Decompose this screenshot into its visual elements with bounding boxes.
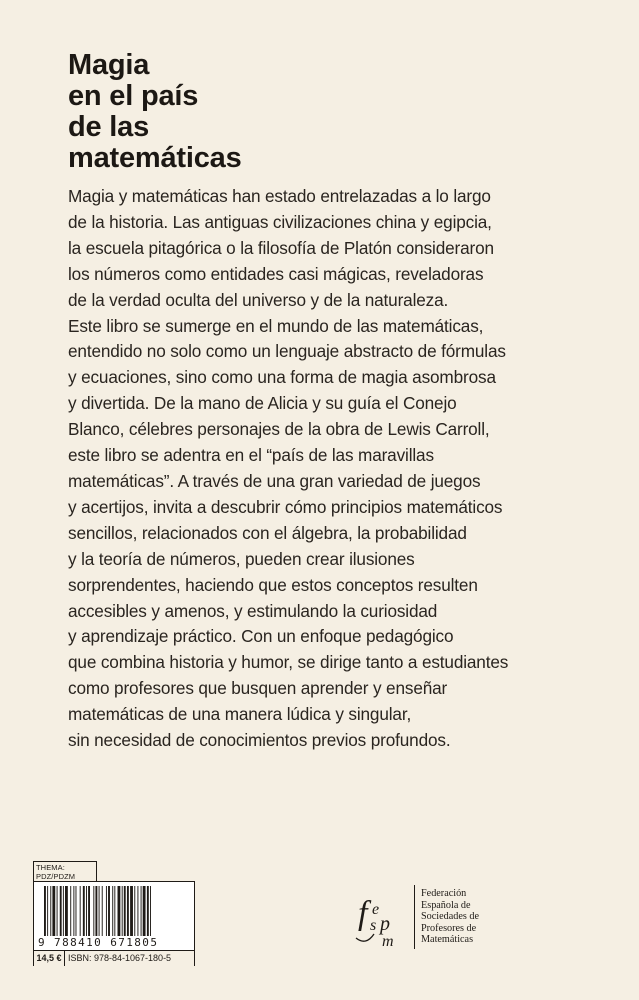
- blurb-line: matemáticas”. A través de una gran variedad de juegos: [68, 470, 481, 491]
- price-isbn-row: [34, 950, 194, 966]
- fespm-logo: [352, 884, 410, 950]
- blurb-line: de la historia. Las antiguas civilizaciones china y egipcia,: [68, 211, 492, 232]
- barcode-bar: [150, 886, 151, 936]
- thema-code: THEMA: PDZ/PDZM: [33, 861, 97, 881]
- blurb-line: Este libro se sumerge en el mundo de las matemáticas,: [68, 315, 484, 336]
- publisher-divider: [414, 885, 415, 949]
- blurb-line: la escuela pitagórica o la filosofía de Platón consideraron: [68, 237, 494, 258]
- barcode-bar: [73, 886, 74, 936]
- barcode-bar: [80, 886, 81, 936]
- barcode-bar: [52, 886, 55, 936]
- barcode-bar: [122, 886, 123, 936]
- barcode-frame: [33, 881, 195, 966]
- barcode-bar: [95, 886, 97, 936]
- barcode-bar: [65, 886, 68, 936]
- svg-text:e: e: [372, 901, 380, 918]
- barcode-bar: [76, 886, 77, 936]
- book-title: [68, 50, 242, 174]
- barcode-bar: [50, 886, 51, 936]
- barcode-bar: [70, 886, 71, 936]
- blurb-line: y acertijos, invita a descubrir cómo principios matemáticos: [68, 496, 503, 517]
- barcode-bar: [44, 886, 46, 936]
- blurb-line: este libro se adentra en el “país de las maravillas: [68, 445, 434, 466]
- publisher-name-line: Profesores de: [421, 922, 477, 934]
- blurb-line: que combina historia y humor, se dirige tanto a estudiantes: [68, 652, 509, 673]
- blurb-line: de la verdad oculta del universo y de la naturaleza.: [68, 289, 449, 310]
- barcode-bar: [108, 886, 110, 936]
- title-line: matemáticas: [68, 142, 242, 174]
- blurb-line: entendido no solo como un lenguaje abstracto de fórmulas: [68, 341, 506, 362]
- blurb-line: Blanco, célebres personajes de la obra de Lewis Carroll,: [68, 419, 490, 440]
- barcode-digits: 9 788410 671805: [38, 936, 159, 949]
- barcode-bar: [114, 886, 115, 936]
- barcode-bar: [93, 886, 94, 936]
- barcode-bar: [83, 886, 85, 936]
- barcode-bar: [112, 886, 113, 936]
- blurb-line: sin necesidad de conocimientos previos profundos.: [68, 730, 451, 751]
- barcode-bar: [124, 886, 126, 936]
- barcode-bar: [63, 886, 64, 936]
- publisher-name-line: Española de: [421, 899, 471, 911]
- barcode-bar: [57, 886, 58, 936]
- blurb-line: sorprendentes, haciendo que estos conceptos resulten: [68, 574, 478, 595]
- barcode-bar: [147, 886, 149, 936]
- barcode-bar: [60, 886, 62, 936]
- barcode-bar: [141, 886, 142, 936]
- blurb-line: y divertida. De la mano de Alicia y su guía el Conejo: [68, 393, 457, 414]
- svg-text:f: f: [358, 895, 368, 932]
- publisher-name-line: Federación: [421, 888, 467, 900]
- title-line: en el país: [68, 80, 199, 112]
- barcode-bar: [143, 886, 146, 936]
- publisher-name: [421, 888, 479, 945]
- blurb-line: accesibles y amenos, y estimulando la curiosidad: [68, 600, 438, 621]
- blurb-line: los números como entidades casi mágicas, reveladoras: [68, 263, 484, 284]
- blurb-line: como profesores que busquen aprender y enseñar: [68, 678, 448, 699]
- barcode-bar: [130, 886, 133, 936]
- blurb-line: matemáticas de una manera lúdica y singular,: [68, 704, 412, 725]
- publisher-name-line: Sociedades de: [421, 911, 479, 923]
- barcode-bar: [99, 886, 100, 936]
- barcode-block: [33, 861, 197, 963]
- blurb-line: sencillos, relacionados con el álgebra, la probabilidad: [68, 522, 467, 543]
- barcode-bar: [88, 886, 90, 936]
- barcode-bars: [44, 886, 186, 936]
- blurb-line: y la teoría de números, pueden crear ilusiones: [68, 548, 415, 569]
- svg-text:m: m: [382, 933, 394, 950]
- publisher-block: [352, 882, 479, 952]
- barcode-bar: [86, 886, 87, 936]
- title-line: Magia: [68, 49, 150, 81]
- title-line: de las: [68, 111, 150, 143]
- barcode-bar: [127, 886, 129, 936]
- isbn-label: ISBN: 978-84-1067-180-5: [68, 953, 172, 963]
- blurb-line: y aprendizaje práctico. Con un enfoque pedagógico: [68, 626, 454, 647]
- svg-text:p: p: [380, 913, 390, 935]
- blurb-line: Magia y matemáticas han estado entrelazadas a lo largo: [68, 186, 491, 206]
- publisher-name-line: Matemáticas: [421, 934, 474, 946]
- barcode-bar: [102, 886, 103, 936]
- barcode-bar: [118, 886, 121, 936]
- barcode-bar: [134, 886, 135, 936]
- svg-text:s: s: [370, 917, 377, 934]
- barcode-bar: [137, 886, 138, 936]
- price-label: 14,5 €: [34, 951, 65, 966]
- barcode-bar: [106, 886, 107, 936]
- blurb-line: y ecuaciones, sino como una forma de magia asombrosa: [68, 367, 496, 388]
- barcode-bar: [47, 886, 48, 936]
- back-cover-blurb: [68, 184, 568, 754]
